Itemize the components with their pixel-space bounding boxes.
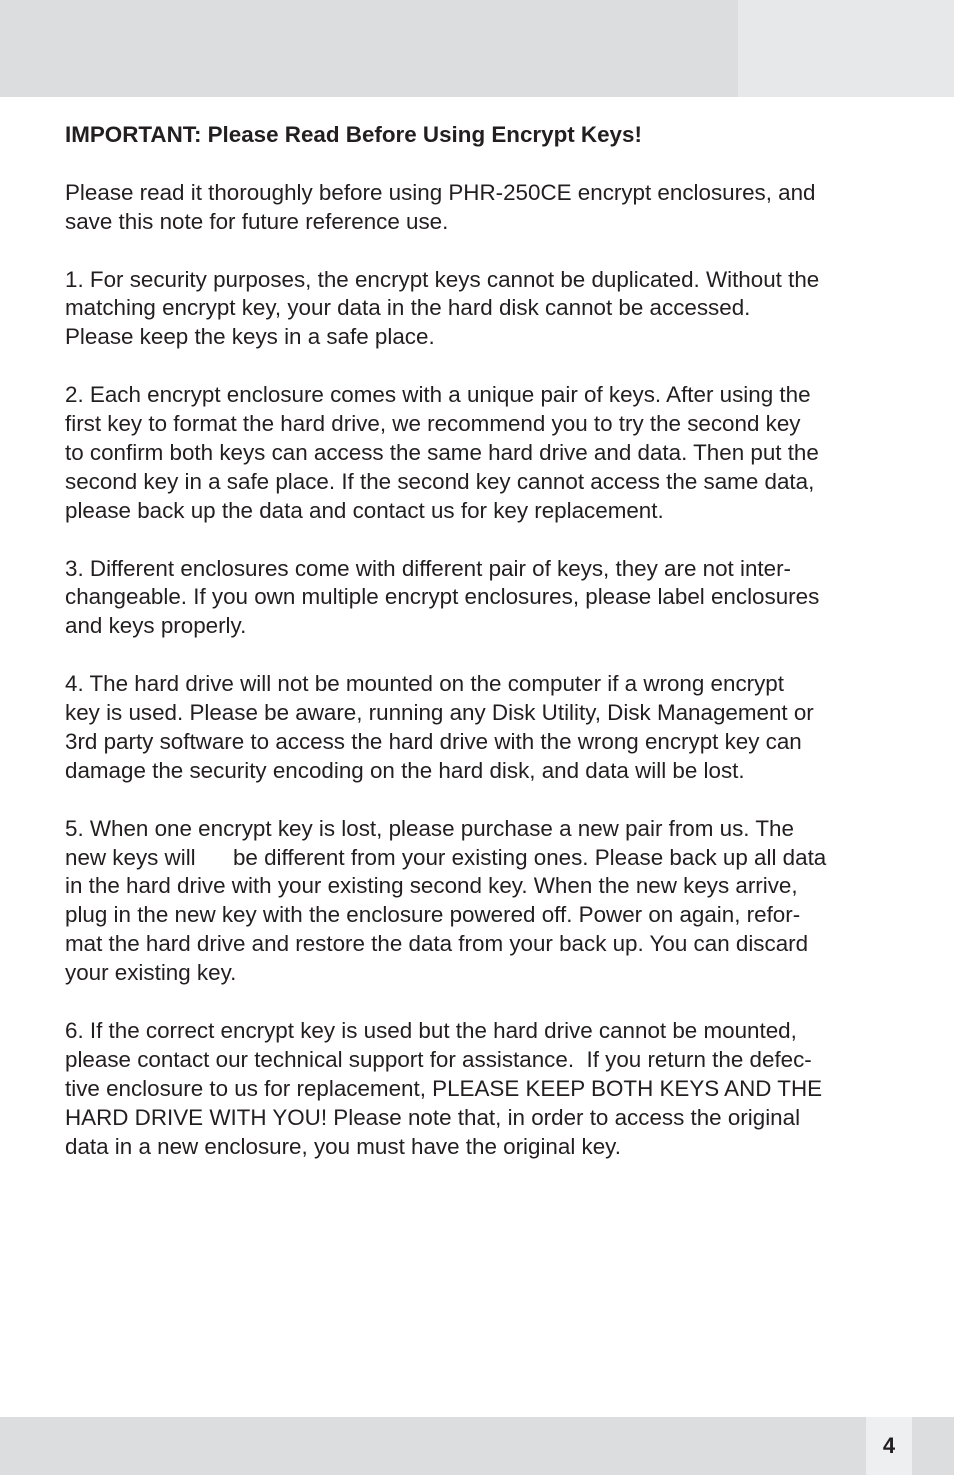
paragraph bbox=[65, 266, 900, 353]
footer-band bbox=[0, 1417, 866, 1475]
page-number: 4 bbox=[866, 1417, 912, 1475]
paragraph-line: 5. When one encrypt key is lost, please purchase a new pair from us. The bbox=[65, 815, 794, 841]
document-body bbox=[65, 121, 900, 1162]
paragraph-line: plug in the new key with the enclosure powered off. Power on again, refor- bbox=[65, 902, 801, 928]
paragraph-line: 3. Different enclosures come with different pair of keys, they are not inter- bbox=[65, 555, 791, 581]
paragraph bbox=[65, 381, 900, 526]
paragraph-line: in the hard drive with your existing second key. When the new keys arrive, bbox=[65, 873, 798, 899]
paragraph bbox=[65, 179, 900, 237]
paragraph-list bbox=[65, 179, 900, 1162]
paragraph-line: 3rd party software to access the hard drive with the wrong encrypt key can bbox=[65, 728, 802, 754]
paragraph bbox=[65, 555, 900, 642]
header-band-accent bbox=[738, 0, 954, 97]
paragraph-line: to confirm both keys can access the same hard drive and data. Then put the bbox=[65, 439, 819, 465]
header-band bbox=[0, 0, 738, 97]
paragraph bbox=[65, 1017, 900, 1162]
paragraph-line: second key in a safe place. If the second key cannot access the same data, bbox=[65, 468, 815, 494]
paragraph-line: save this note for future reference use. bbox=[65, 208, 449, 234]
paragraph-line: new keys will be different from your existing ones. Please back up all data bbox=[65, 844, 827, 870]
paragraph-line: data in a new enclosure, you must have the original key. bbox=[65, 1133, 621, 1159]
paragraph-line: mat the hard drive and restore the data from your back up. You can discard bbox=[65, 931, 809, 957]
paragraph-line: 6. If the correct encrypt key is used but the hard drive cannot be mounted, bbox=[65, 1017, 797, 1043]
paragraph-line: 4. The hard drive will not be mounted on the computer if a wrong encrypt bbox=[65, 671, 784, 697]
paragraph-line: first key to format the hard drive, we recommend you to try the second key bbox=[65, 411, 801, 437]
paragraph-line: Please read it thoroughly before using PHR-250CE encrypt enclosures, and bbox=[65, 179, 816, 205]
paragraph bbox=[65, 815, 900, 988]
footer-band-end bbox=[912, 1417, 954, 1475]
paragraph-line: please back up the data and contact us for key replacement. bbox=[65, 497, 664, 523]
paragraph-line: tive enclosure to us for replacement, PLEASE KEEP BOTH KEYS AND THE bbox=[65, 1075, 823, 1101]
paragraph bbox=[65, 670, 900, 786]
paragraph-line: your existing key. bbox=[65, 960, 237, 986]
paragraph-line: 2. Each encrypt enclosure comes with a unique pair of keys. After using the bbox=[65, 382, 811, 408]
paragraph-line: please contact our technical support for assistance. If you return the defec- bbox=[65, 1046, 812, 1072]
paragraph-line: Please keep the keys in a safe place. bbox=[65, 324, 435, 350]
paragraph-line: damage the security encoding on the hard disk, and data will be lost. bbox=[65, 757, 745, 783]
paragraph-line: key is used. Please be aware, running any Disk Utility, Disk Management or bbox=[65, 700, 814, 726]
paragraph-line: 1. For security purposes, the encrypt keys cannot be duplicated. Without the bbox=[65, 266, 820, 292]
paragraph-line: HARD DRIVE WITH YOU! Please note that, in order to access the original bbox=[65, 1104, 801, 1130]
paragraph-line: and keys properly. bbox=[65, 613, 247, 639]
document-heading: IMPORTANT: Please Read Before Using Encrypt Keys! bbox=[65, 122, 642, 147]
paragraph-line: changeable. If you own multiple encrypt enclosures, please label enclosures bbox=[65, 584, 820, 610]
paragraph-line: matching encrypt key, your data in the hard disk cannot be accessed. bbox=[65, 295, 751, 321]
